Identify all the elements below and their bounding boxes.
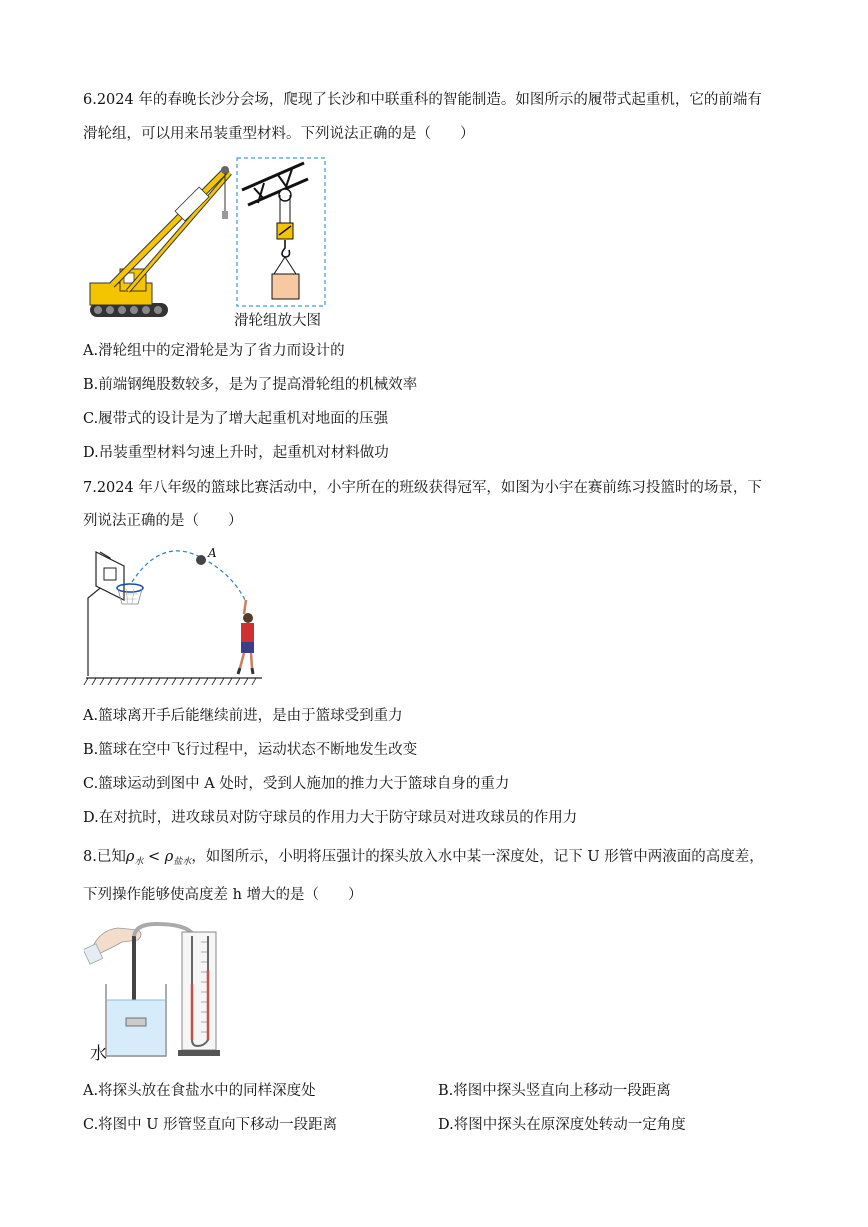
q8-prefix: 8.已知 (83, 849, 126, 865)
q7-option-c[interactable]: C.篮球运动到图中 A 处时，受到人施加的推力大于篮球自身的重力 (83, 776, 510, 792)
q6-option-c[interactable]: C.履带式的设计是为了增大起重机对地面的压强 (83, 411, 389, 427)
point-a-label: A (208, 546, 217, 560)
q7-option-b[interactable]: B.篮球在空中飞行过程中，运动状态不断地发生改变 (83, 742, 418, 758)
u-tube-board (182, 932, 216, 1050)
figure-caption: 滑轮组放大图 (234, 313, 321, 329)
q8-stem-line2: 下列操作能够使高度差 h 增大的是（ ） (83, 887, 363, 903)
crane-figure (82, 155, 332, 325)
u-tube-base (178, 1050, 220, 1056)
q6-stem-line1: 6.2024 年的春晚长沙分会场，爬现了长沙和中联重科的智能制造。如图所示的履带式起重机，它的前端有 (83, 92, 762, 108)
q8-option-b[interactable]: B.将图中探头竖直向上移动一段距离 (438, 1083, 671, 1099)
pulley-frame (242, 163, 308, 205)
q7-stem-line1: 7.2024 年八年级的篮球比赛活动中，小宇所在的班级获得冠军，如图为小宇在赛前练习投篮时的场景，下 (83, 480, 762, 496)
q7-option-d[interactable]: D.在对抗时，进攻球员对防守球员的作用力大于防守球员对进攻球员的作用力 (83, 810, 578, 826)
water (107, 1000, 165, 1055)
q6-option-d[interactable]: D.吊装重型材料匀速上升时，起重机对材料做功 (83, 445, 389, 461)
q7-stem-line2: 列说法正确的是（ ） (83, 513, 243, 529)
rho-water: $\rho_水$ (125, 849, 144, 867)
q6-stem-line2: 滑轮组，可以用来吊装重型材料。下列说法正确的是（ ） (83, 126, 475, 142)
q7-option-a[interactable]: A.篮球离开手后能继续前进，是由于篮球受到重力 (83, 708, 403, 724)
backboard (96, 552, 124, 600)
player (238, 600, 254, 674)
q8-stem-rest: ，如图所示，小明将压强计的探头放入水中某一深度处，记下 U 形管中两液面的高度差， (191, 849, 764, 865)
rho-salt: $\rho_{盐水}$ (164, 849, 192, 867)
q6-option-a[interactable]: A.滑轮组中的定滑轮是为了省力而设计的 (83, 343, 345, 359)
q6-option-b[interactable]: B.前端钢绳股数较多，是为了提高滑轮组的机械效率 (83, 377, 418, 393)
q8-option-d[interactable]: D.将图中探头在原深度处转动一定角度 (438, 1117, 686, 1133)
q8-stem-line1 (83, 847, 764, 872)
hook-icon (282, 240, 290, 257)
q8-option-a[interactable]: A.将探头放在食盐水中的同样深度处 (83, 1083, 316, 1099)
water-label: 水 (90, 1044, 107, 1064)
basketball (196, 555, 206, 565)
less-than: < (143, 849, 165, 865)
probe-head (126, 1018, 146, 1026)
q8-option-c[interactable]: C.将图中 U 形管竖直向下移动一段距离 (83, 1117, 338, 1133)
load-box (272, 274, 299, 299)
basketball-figure (82, 538, 267, 688)
ball-trajectory (132, 551, 245, 600)
